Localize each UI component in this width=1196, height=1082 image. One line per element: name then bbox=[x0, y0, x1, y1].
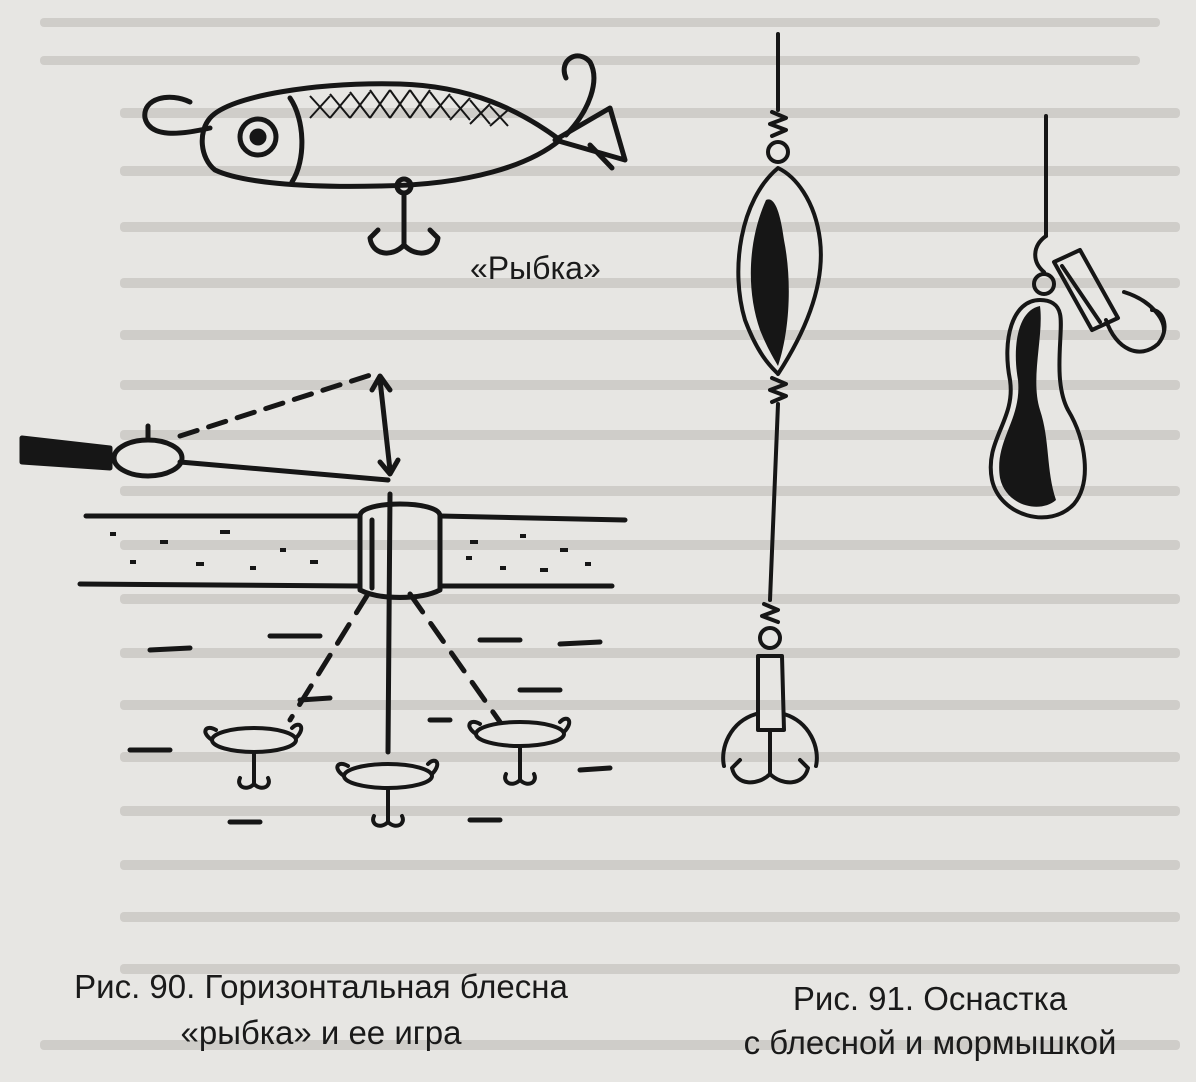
fish-lure-drawing bbox=[145, 56, 625, 253]
lure-position-center bbox=[337, 761, 437, 826]
spoon-rig-drawing bbox=[723, 34, 821, 782]
lure-position-right bbox=[469, 719, 569, 784]
ice-speckles bbox=[110, 530, 591, 572]
lure-label: «Рыбка» bbox=[470, 250, 601, 286]
figure91-caption-line2: с блесной и мормышкой bbox=[743, 1024, 1117, 1061]
figure90-caption-line1: Рис. 90. Горизонтальная блесна bbox=[74, 968, 568, 1005]
figure90-caption-line2: «рыбка» и ее игра bbox=[180, 1014, 462, 1051]
figure91-caption-line1: Рис. 91. Оснастка bbox=[792, 980, 1068, 1017]
ice-fishing-scene bbox=[22, 372, 625, 822]
lure-position-left bbox=[205, 725, 301, 788]
spoon-shading bbox=[751, 199, 789, 366]
